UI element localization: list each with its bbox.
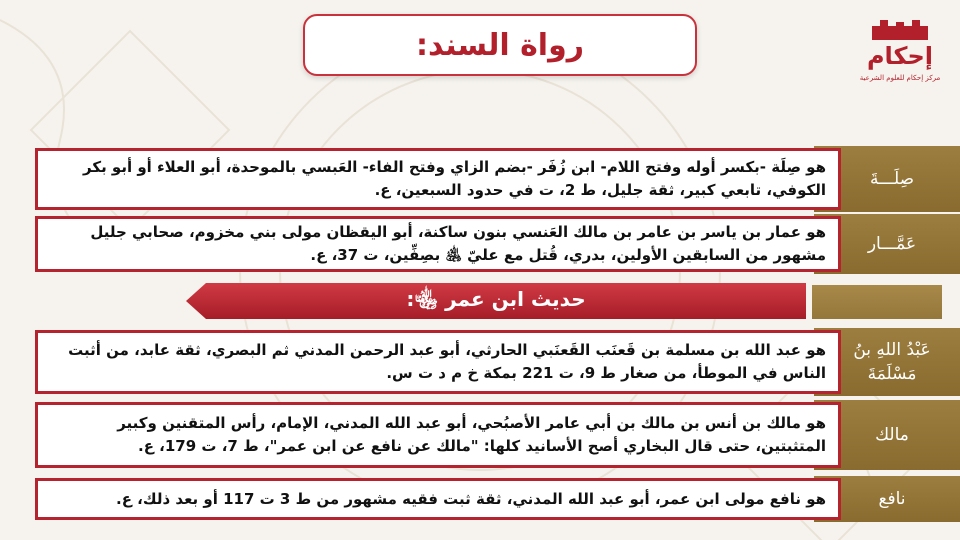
narrator-bio: هو صِلَة -بكسر أوله وفتح اللام- ابن زُفَر -بضم الزاي وفتح الفاء- العَبسي بالموحدة، أبو العلاء أو أبو بكر الكوفي، تابعي كبير، ثقة جليل، ط 2، ت في حدود السبعين، ع. bbox=[35, 148, 841, 210]
banner-side-block bbox=[812, 285, 942, 319]
logo-name: إحكام bbox=[866, 42, 934, 70]
narrator-bio: هو مالك بن أنس بن مالك بن أبي عامر الأصبُحي، أبو عبد الله المدني، الإمام، رأس المتقنين وكبير المتثبتين، حتى قال البخاري أصح الأسانيد كلها: "مالك عن نافع عن ابن عمر"، ط 7، ت 179، ع. bbox=[35, 402, 841, 468]
logo-mark-icon bbox=[866, 20, 934, 42]
narrator-name-line1: عَبْدُ اللهِ بنُ bbox=[853, 340, 931, 360]
logo bbox=[856, 20, 944, 90]
narrator-bio: هو نافع مولى ابن عمر، أبو عبد الله المدني، ثقة ثبت فقيه مشهور من ط 3 ت 117 أو بعد ذلك، ع. bbox=[35, 478, 841, 520]
narrator-name: صِلَـــةَ bbox=[869, 169, 915, 189]
title-box bbox=[303, 14, 697, 76]
logo-subtitle: مركز إحكام للعلوم الشرعية bbox=[859, 74, 941, 82]
narrator-bio: هو عبد الله بن مسلمة بن قَعنَب القَعنَبي الحارثي، أبو عبد الرحمن المدني ثم البصري، ثقة عابد، من أثبت الناس في الموطأ، من صغار ط 9، ت 221 بمكة خ م د ت س. bbox=[35, 330, 841, 394]
section-banner bbox=[186, 283, 806, 319]
narrator-name: نافع bbox=[878, 489, 906, 509]
narrator-name: عَمَّـــار bbox=[867, 234, 917, 254]
narrator-name: مالك bbox=[875, 425, 909, 445]
narrator-row-malik bbox=[30, 402, 942, 468]
narrator-row-sila bbox=[30, 148, 942, 210]
narrator-row-ammar bbox=[30, 216, 942, 272]
page-title: رواة السند: bbox=[415, 27, 584, 63]
narrator-row-nafi bbox=[30, 478, 942, 520]
narrator-row-abdullah-ibn-maslama bbox=[30, 330, 942, 394]
narrator-name-line2: مَسْلَمَةَ bbox=[867, 364, 917, 384]
section-title: حديث ابن عمر ﵄: bbox=[406, 286, 586, 311]
narrator-bio: هو عمار بن ياسر بن عامر بن مالك العَنسي بنون ساكنة، أبو اليقظان مولى بني مخزوم، صحابي جليل مشهور من السابقين الأولين، بدري، قُتل مع عليّ ﵁ بصِفِّين، ت 37، ع. bbox=[35, 216, 841, 272]
